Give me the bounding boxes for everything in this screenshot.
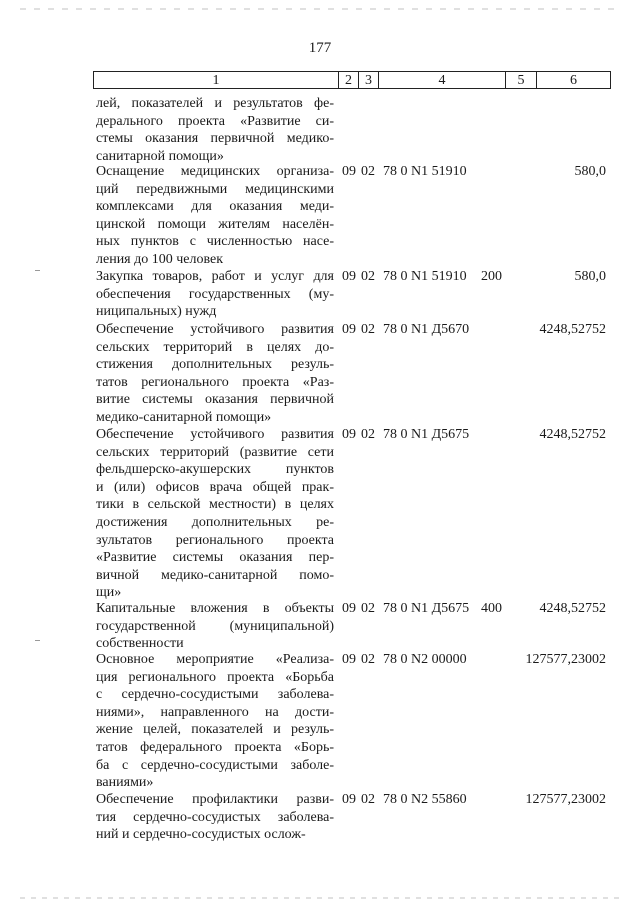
code-section: 09 <box>342 269 356 284</box>
description-line: ний и сердечно-сосудистых ослож- <box>96 827 306 843</box>
description-line: витие системы оказания первичной <box>96 392 334 408</box>
code-subsection: 02 <box>361 792 375 807</box>
column-header-1: 1 <box>94 72 339 88</box>
description-line: собственности <box>96 636 184 652</box>
column-header-2: 2 <box>339 72 359 88</box>
table-row <box>96 268 614 321</box>
description-line: жение целей, показателей и резуль- <box>96 722 334 738</box>
description-line: ных пунктов с численностью насе- <box>96 234 334 250</box>
amount: 580,0 <box>574 269 606 284</box>
description-line: ба с сердечно-сосудистыми заболе- <box>96 757 334 773</box>
description-line: с сердечно-сосудистыми заболева- <box>96 687 334 703</box>
description-line: обеспечения государственных (му- <box>96 286 334 302</box>
row-description <box>96 268 334 321</box>
code-subsection: 02 <box>361 322 375 337</box>
amount: 127577,23002 <box>525 792 606 807</box>
margin-mark <box>35 270 40 271</box>
description-line: Капитальные вложения в объекты <box>96 601 334 616</box>
code-subsection: 02 <box>361 164 375 179</box>
row-description <box>96 791 334 844</box>
description-line: лей, показателей и результатов фе- <box>96 96 334 111</box>
code-target-article: 78 0 N2 00000 <box>383 652 467 667</box>
description-line: Основное мероприятие «Реализа- <box>96 652 334 667</box>
code-subsection: 02 <box>361 269 375 284</box>
table-row <box>96 95 614 165</box>
code-subsection: 02 <box>361 601 375 616</box>
margin-mark <box>35 640 40 641</box>
description-line: медико-санитарной помощи» <box>96 409 272 425</box>
description-line: санитарной помощи» <box>96 148 224 164</box>
row-description <box>96 95 334 165</box>
description-line: Обеспечение устойчивого развития <box>96 427 334 442</box>
code-subsection: 02 <box>361 427 375 442</box>
description-line: достижения дополнительных ре- <box>96 514 334 530</box>
scan-top-artifact <box>20 8 620 10</box>
amount: 580,0 <box>574 164 606 179</box>
code-target-article: 78 0 N1 Д5670 <box>383 322 470 337</box>
code-expense-type: 200 <box>481 269 502 284</box>
row-description <box>96 600 334 653</box>
description-line: государственной (муниципальной) <box>96 618 334 634</box>
description-line: «Развитие системы оказания пер- <box>96 550 334 566</box>
description-line: ций передвижными медицинскими <box>96 181 334 197</box>
description-line: тики в сельской местности) в целях <box>96 497 334 513</box>
description-line: зультатов регионального проекта <box>96 532 334 548</box>
description-line: Закупка товаров, работ и услуг для <box>96 269 334 284</box>
description-line: дерального проекта «Развитие си- <box>96 113 334 129</box>
table-row <box>96 600 614 653</box>
code-target-article: 78 0 N2 55860 <box>383 792 467 807</box>
description-line: ниципальных) нужд <box>96 304 217 320</box>
code-section: 09 <box>342 164 356 179</box>
code-target-article: 78 0 N1 51910 <box>383 164 467 179</box>
description-line: тия сердечно-сосудистых заболева- <box>96 809 334 825</box>
description-line: вичной медико-санитарной помо- <box>96 567 334 583</box>
description-line: татов регионального проекта «Раз- <box>96 374 334 390</box>
code-target-article: 78 0 N1 Д5675 <box>383 601 470 616</box>
description-line: татов федерального проекта «Борь- <box>96 739 334 755</box>
description-line: сельских территорий (развитие сети <box>96 444 334 460</box>
row-description <box>96 651 334 792</box>
table-header-row <box>93 71 611 89</box>
row-description <box>96 426 334 602</box>
code-section: 09 <box>342 427 356 442</box>
row-description <box>96 163 334 269</box>
description-line: щи» <box>96 585 122 601</box>
scan-bottom-artifact <box>20 897 620 899</box>
code-section: 09 <box>342 792 356 807</box>
table-row <box>96 791 614 844</box>
description-line: стижения дополнительных резуль- <box>96 357 334 373</box>
description-line: ления до 100 человек <box>96 251 224 267</box>
code-section: 09 <box>342 322 356 337</box>
description-line: комплексами для оказания меди- <box>96 199 334 215</box>
description-line: сельских территорий в целях до- <box>96 339 334 355</box>
column-header-4: 4 <box>379 72 506 88</box>
amount: 127577,23002 <box>525 652 606 667</box>
code-section: 09 <box>342 652 356 667</box>
description-line: ниями», направленного на дости- <box>96 704 334 720</box>
column-header-5: 5 <box>506 72 537 88</box>
code-subsection: 02 <box>361 652 375 667</box>
description-line: стемы оказания первичной медико- <box>96 131 334 147</box>
code-target-article: 78 0 N1 Д5675 <box>383 427 470 442</box>
page-number: 177 <box>308 40 332 56</box>
column-header-6: 6 <box>570 73 577 88</box>
row-description <box>96 321 334 427</box>
description-line: и (или) офисов врача общей прак- <box>96 479 334 495</box>
table-row <box>96 426 614 602</box>
description-line: цинской помощи жителям населён- <box>96 216 334 232</box>
amount: 4248,52752 <box>539 427 606 442</box>
amount: 4248,52752 <box>539 601 606 616</box>
column-header-3: 3 <box>359 72 379 88</box>
code-section: 09 <box>342 601 356 616</box>
table-row <box>96 651 614 792</box>
description-line: фельдшерско-акушерских пунктов <box>96 462 334 478</box>
description-line: ваниями» <box>96 775 154 791</box>
description-line: Обеспечение устойчивого развития <box>96 322 334 337</box>
code-expense-type: 400 <box>481 601 502 616</box>
table-row <box>96 321 614 427</box>
description-line: Оснащение медицинских организа- <box>96 164 334 179</box>
description-line: Обеспечение профилактики разви- <box>96 792 334 807</box>
description-line: ция регионального проекта «Борьба <box>96 669 334 685</box>
amount: 4248,52752 <box>539 322 606 337</box>
table-row <box>96 163 614 269</box>
code-target-article: 78 0 N1 51910 <box>383 269 467 284</box>
